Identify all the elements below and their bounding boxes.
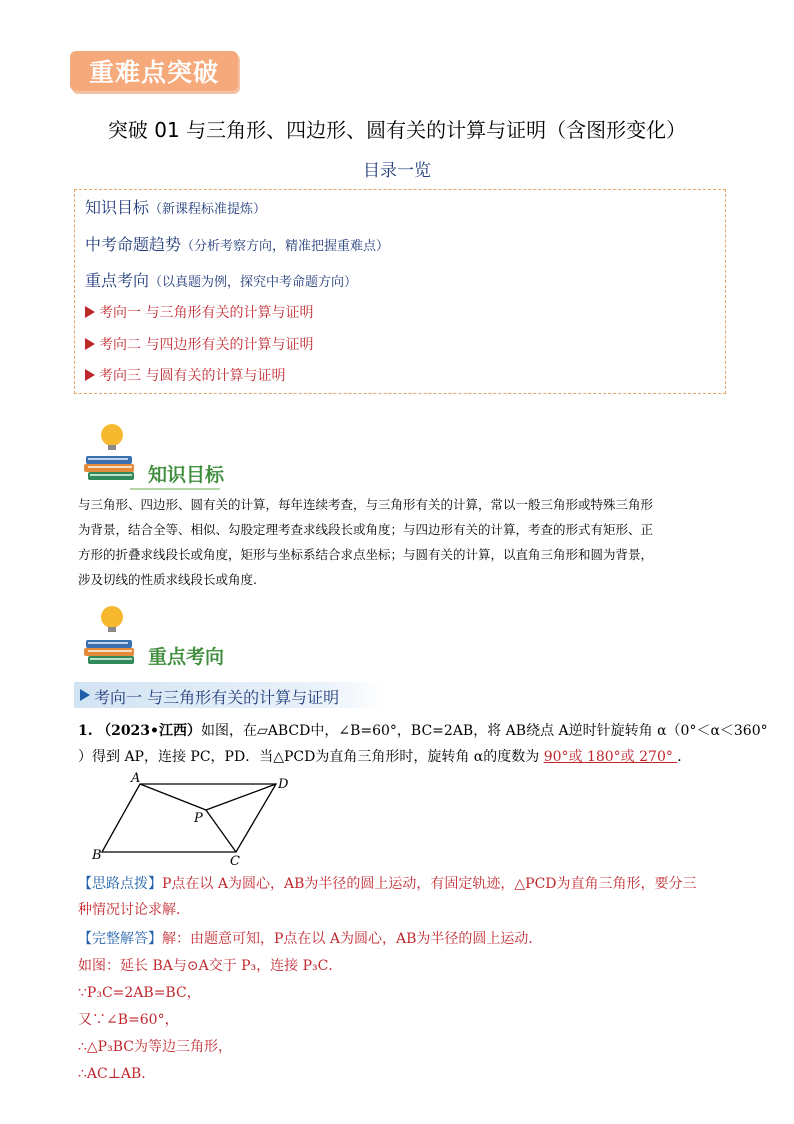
- triangle-bullet-icon: [85, 369, 95, 381]
- triangle-bullet-icon: [85, 306, 95, 318]
- knowledge-heading: 知识目标: [148, 464, 225, 486]
- toc-direction-3[interactable]: 考向三 与圆有关的计算与证明: [85, 365, 285, 385]
- label-P: P: [194, 811, 203, 826]
- toc-heading: 目录一览: [363, 161, 431, 181]
- problem-line-1: 1. （2023•江西）如图，在▱ABCD中，∠B=60°，BC=2AB，将 AB绕点 A逆时针旋转角 α（0°＜α＜360°: [78, 723, 768, 739]
- section-badge: [70, 51, 238, 91]
- label-A: A: [131, 771, 141, 786]
- solution-step: ∴AC⊥AB．: [78, 1066, 156, 1082]
- knowledge-paragraph: 与三角形、四边形、圆有关的计算，每年连续考查，与三角形有关的计算，常以一般三角形或特殊三角形 为背景，结合全等、相似、勾股定理考查求线段长或角度；与四边形有关的计算，考查的形式有矩形、正 方形的折叠求线段长或角度，矩形与坐标系结合求点坐标；与圆有关的计算，以直角三角形和圆为背景， 涉及切线的性质求线段长或角度.: [78, 497, 654, 587]
- label-D: D: [278, 777, 289, 792]
- hint-line-2: 种情况讨论求解．: [78, 902, 190, 918]
- focus-section-head: [80, 600, 225, 674]
- label-C: C: [230, 854, 240, 868]
- lightbulb-books-icon: [80, 600, 144, 670]
- badge-label: 重难点突破: [88, 58, 219, 87]
- toc-direction-1[interactable]: 考向一 与三角形有关的计算与证明: [85, 302, 313, 322]
- triangle-bullet-icon: [80, 689, 90, 701]
- toc-direction-2[interactable]: 考向二 与四边形有关的计算与证明: [85, 334, 313, 354]
- focus-heading: 重点考向: [148, 646, 225, 668]
- heading-underline: [130, 488, 220, 490]
- solution-step: 如图：延长 BA与⊙A交于 P₃，连接 P₃C．: [78, 958, 343, 974]
- solution-step: 又∵∠B=60°，: [78, 1012, 179, 1028]
- hint-line-1: 【思路点拨】P点在以 A为圆心，AB为半径的圆上运动，有固定轨迹，△PCD为直角三角形，要分三: [78, 876, 697, 892]
- problem-line-2: ）得到 AP，连接 PC，PD．当△PCD为直角三角形时，旋转角 α的度数为 90°或 180°或 270° ．: [78, 749, 692, 765]
- solution-step: ∴△P₃BC为等边三角形，: [78, 1039, 232, 1055]
- toc-item-knowledge[interactable]: 知识目标（新课程标准提炼）: [85, 198, 267, 217]
- label-B: B: [92, 848, 102, 863]
- page-title: 突破 01 与三角形、四边形、圆有关的计算与证明（含图形变化）: [107, 118, 687, 142]
- parallelogram-figure: [88, 770, 298, 868]
- knowledge-section-head: [80, 418, 225, 488]
- toc-item-focus[interactable]: 重点考向（以真题为例，探究中考命题方向）: [85, 271, 358, 290]
- solution-line-1: 【完整解答】解：由题意可知，P点在以 A为圆心，AB为半径的圆上运动．: [78, 931, 543, 947]
- answer-blank: 90°或 180°或 270°: [543, 749, 678, 765]
- triangle-bullet-icon: [85, 338, 95, 350]
- toc-item-trend[interactable]: 中考命题趋势（分析考察方向，精准把握重难点）: [85, 235, 390, 254]
- lightbulb-books-icon: [80, 418, 144, 484]
- toc-box: [74, 189, 726, 394]
- direction-bar: 考向一 与三角形有关的计算与证明: [74, 682, 384, 708]
- solution-step: ∵P₃C=2AB=BC，: [78, 985, 201, 1001]
